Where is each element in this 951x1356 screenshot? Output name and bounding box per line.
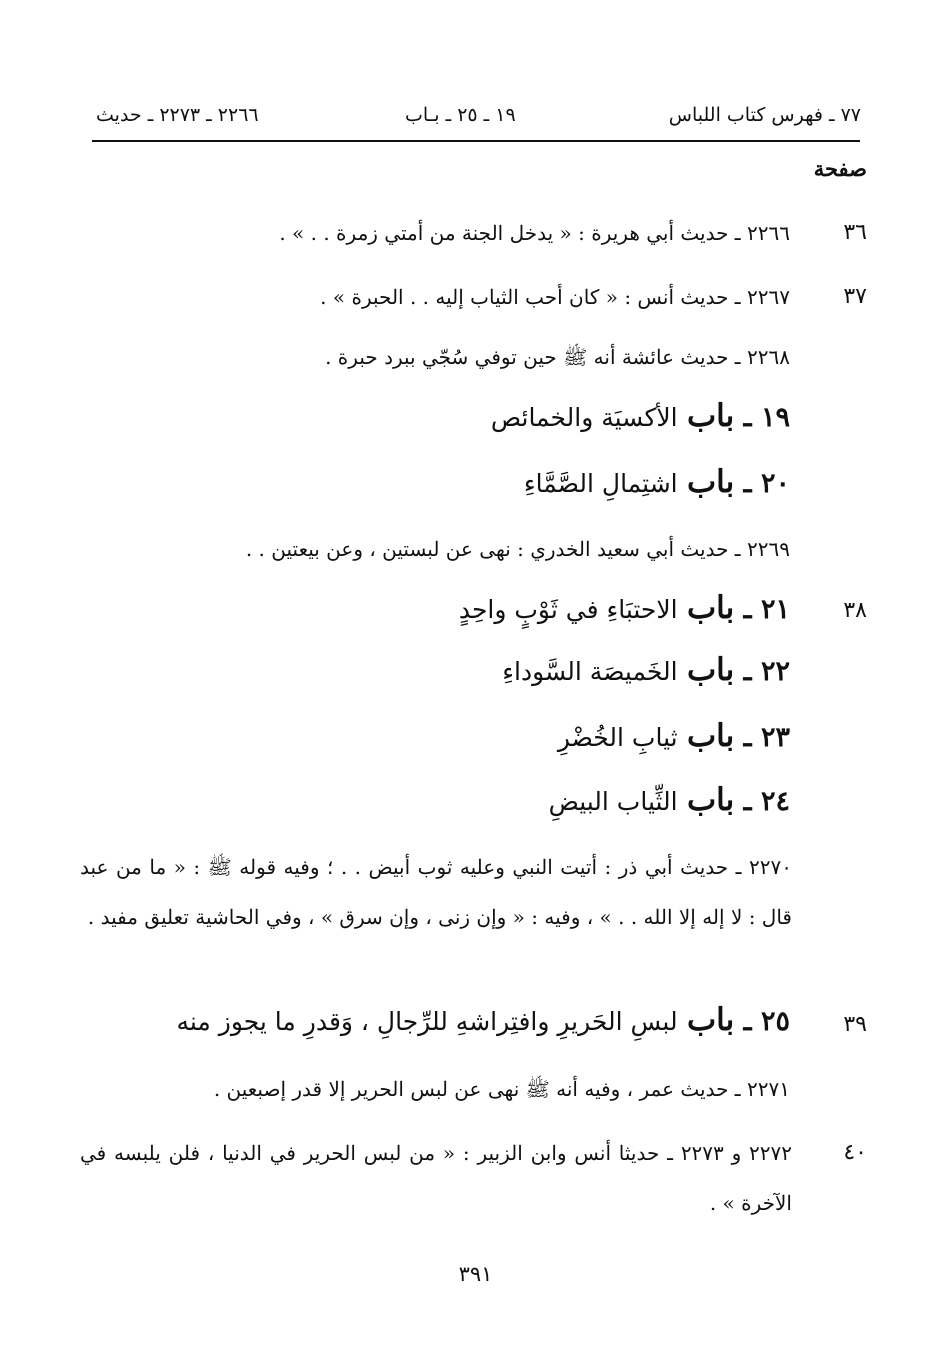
chapter-dash: ـ (734, 786, 761, 817)
header-left: ٢٢٦٦ ـ ٢٢٧٣ ـ حديث (96, 104, 259, 126)
chapter-number: ٢١ (760, 594, 790, 625)
hadith-entry: ٢٢٦٦ ـ حديث أبي هريرة : « يدخل الجنة من أمتي زمرة . . » . (279, 221, 790, 245)
chapter-title: ثيابِ الخُضْرِ (557, 723, 678, 752)
hadith-entry: ٢٢٦٨ ـ حديث عائشة أنه ﷺ حين توفي سُجّي ببرد حبرة . (325, 345, 790, 369)
chapter-title: الثِّياب البيضِ (548, 787, 678, 816)
chapter-number: ١٩ (760, 402, 790, 433)
hadith-entry: ٢٢٦٩ ـ حديث أبي سعيد الخدري : نهى عن لبستين ، وعن بيعتين . . (245, 537, 790, 561)
chapter-title: الاحتبَاءِ في ثَوْبٍ واحِدٍ (458, 595, 678, 624)
chapter-dash: ـ (734, 722, 761, 753)
chapter-word: باب (687, 652, 735, 688)
chapter-dash: ـ (734, 656, 761, 687)
chapter-dash: ـ (734, 594, 761, 625)
chapter-dash: ـ (734, 402, 761, 433)
chapter-word: باب (687, 398, 735, 434)
chapter-heading (80, 1000, 790, 1042)
header-center: ١٩ ـ ٢٥ ـ بـاب (405, 104, 516, 126)
chapter-number: ٢٢ (760, 656, 790, 687)
chapter-word: باب (687, 590, 735, 626)
page-ref: ٣٧ (843, 284, 867, 309)
chapter-word: باب (687, 718, 735, 754)
chapter-heading (80, 396, 790, 438)
header-rule (92, 140, 860, 142)
page-ref: ٣٩ (843, 1012, 867, 1037)
header-right: ٧٧ ـ فهرس كتاب اللباس (668, 104, 861, 126)
chapter-number: ٢٤ (760, 786, 790, 817)
chapter-word: باب (687, 464, 735, 500)
hadith-paragraph: ٢٢٧٠ ـ حديث أبي ذر : أتيت النبي وعليه ثوب أبيض . . ؛ وفيه قوله ﷺ : « ما من عبد قال : لا إله إلا الله . . » ، وفيه : « وإن زنى ، وإن سرق » ، وفي الحاشية تعليق مفيد . (80, 855, 792, 929)
chapter-number: ٢٠ (760, 468, 790, 499)
chapter-heading (80, 650, 790, 692)
chapter-dash: ـ (734, 468, 761, 499)
chapter-heading (80, 462, 790, 504)
chapter-heading (80, 588, 790, 630)
chapter-dash: ـ (734, 1006, 761, 1037)
chapter-word: باب (687, 782, 735, 818)
hadith-entry: ٢٢٧١ ـ حديث عمر ، وفيه أنه ﷺ نهى عن لبس الحرير إلا قدر إصبعين . (213, 1077, 790, 1101)
page-number: ٣٩١ (458, 1262, 493, 1286)
chapter-title: اشتِمالِ الصَّمَّاءِ (523, 469, 678, 498)
chapter-title: الخَميصَة السَّوداءِ (502, 657, 678, 686)
chapter-heading (80, 716, 790, 758)
page-ref: ٤٠ (843, 1140, 867, 1165)
page-ref: ٣٨ (843, 598, 867, 623)
column-label: صفحة (813, 156, 867, 181)
chapter-word: باب (687, 1002, 735, 1038)
hadith-paragraph: ٢٢٧٢ و ٢٢٧٣ ـ حديثا أنس وابن الزبير : « من لبس الحرير في الدنيا ، فلن يلبسه في الآخرة » . (80, 1141, 793, 1215)
chapter-title: الأكسيَة والخمائص (490, 403, 678, 432)
chapter-number: ٢٣ (760, 722, 790, 753)
chapter-number: ٢٥ (760, 1006, 790, 1037)
hadith-entry: ٢٢٦٧ ـ حديث أنس : « كان أحب الثياب إليه . . الحبرة » . (320, 285, 790, 309)
chapter-heading (80, 780, 790, 822)
page-ref: ٣٦ (843, 220, 867, 245)
chapter-title: لبسِ الحَريرِ وافتِراشهِ للرِّجالِ ، وَقدرِ ما يجوز منه (176, 1007, 678, 1036)
